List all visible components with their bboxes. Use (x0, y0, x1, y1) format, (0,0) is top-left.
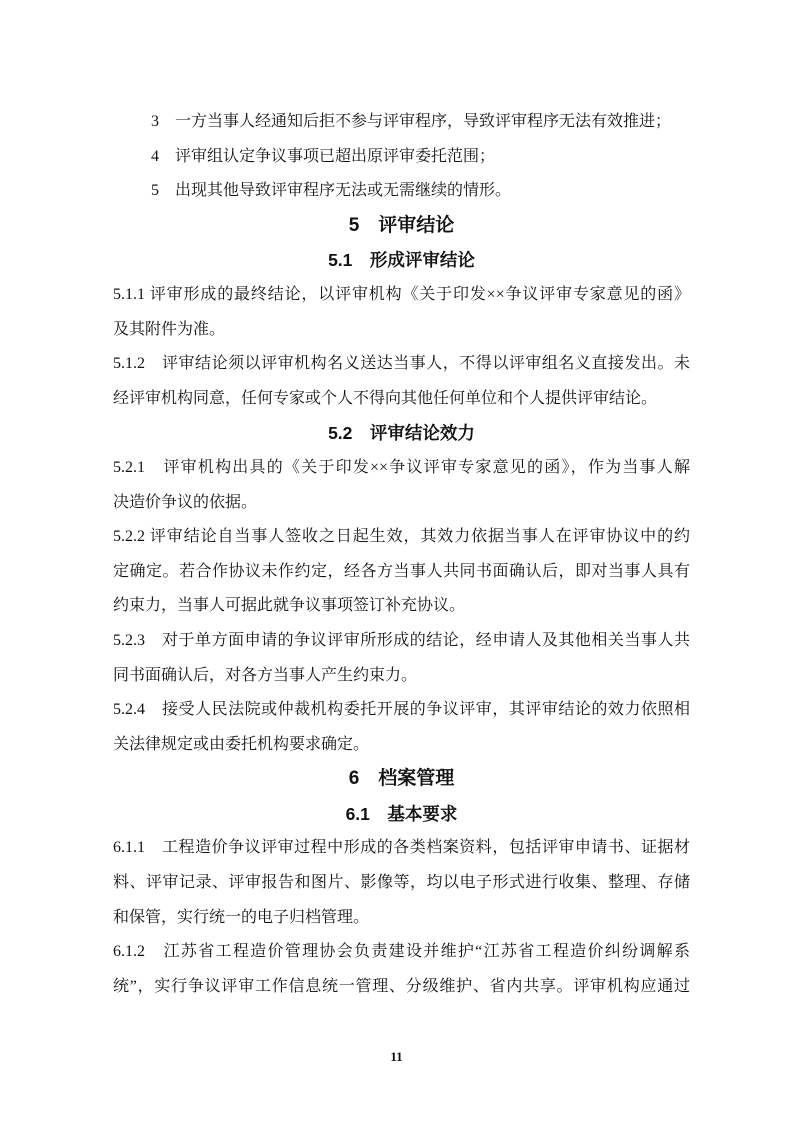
clause-5-2-3-line-2: 同书面确认后，对各方当事人产生约束力。 (113, 666, 418, 684)
clause-5-2-3-line-1: 5.2.3 对于单方面申请的争议评审所形成的结论，经申请人及其他相关当事人共 (113, 631, 690, 649)
list-item-5: 5 出现其他导致评审程序无法或无需继续的情形。 (151, 182, 512, 200)
heading-section-5-1: 5.1 形成评审结论 (328, 250, 475, 271)
clause-5-2-4-line-1: 5.2.4 接受人民法院或仲裁机构委托开展的争议评审，其评审结论的效力依照相 (113, 701, 690, 719)
heading-section-5-2: 5.2 评审结论效力 (328, 423, 475, 444)
clause-6-1-1-line-1: 6.1.1 工程造价争议评审过程中形成的各类档案资料，包括评审申请书、证据材 (113, 839, 690, 857)
document-body (113, 105, 690, 1004)
heading-section-6-1: 6.1 基本要求 (345, 803, 458, 824)
clause-5-1-2-line-2: 经评审机构同意，任何专家或个人不得向其他任何单位和个人提供评审结论。 (113, 389, 658, 407)
clause-5-2-2-line-1: 5.2.2 评审结论自当事人签收之日起生效，其效力依据当事人在评审协议中的约 (113, 528, 690, 546)
clause-5-2-2-line-2: 定确定。若合作协议未作约定，经各方当事人共同书面确认后，即对当事人具有 (113, 562, 690, 580)
clause-6-1-1-line-3: 和保管，实行统一的电子归档管理。 (113, 908, 370, 926)
clause-6-1-2-line-1: 6.1.2 江苏省工程造价管理协会负责建设并维护“江苏省工程造价纠纷调解系 (113, 943, 690, 961)
clause-5-2-2-line-3: 约束力，当事人可据此就争议事项签订补充协议。 (113, 597, 466, 615)
clause-6-1-1-line-2: 料、评审记录、评审报告和图片、影像等，均以电子形式进行收集、整理、存储 (113, 874, 690, 892)
clause-5-1-1-line-1: 5.1.1 评审形成的最终结论，以评审机构《关于印发××争议评审专家意见的函》 (113, 285, 690, 303)
heading-chapter-6: 6 档案管理 (348, 768, 455, 790)
list-item-3: 3 一方当事人经通知后拒不参与评审程序，导致评审程序无法有效推进； (151, 113, 672, 130)
page-number: 11 (390, 1049, 403, 1064)
clause-5-2-4-line-2: 关法律规定或由委托机构要求确定。 (113, 735, 370, 753)
heading-chapter-5: 5 评审结论 (348, 214, 455, 236)
clause-6-1-2-line-2: 统”，实行争议评审工作信息统一管理、分级维护、省内共享。评审机构应通过 (113, 977, 690, 995)
clause-5-2-1-line-1: 5.2.1 评审机构出具的《关于印发××争议评审专家意见的函》，作为当事人解 (113, 458, 690, 476)
list-item-4: 4 评审组认定争议事项已超出原评审委托范围； (151, 147, 496, 165)
clause-5-1-1-line-2: 及其附件为准。 (113, 320, 226, 338)
clause-5-1-2-line-1: 5.1.2 评审结论须以评审机构名义送达当事人，不得以评审组名义直接发出。未 (113, 355, 690, 373)
clause-5-2-1-line-2: 决造价争议的依据。 (113, 493, 258, 511)
